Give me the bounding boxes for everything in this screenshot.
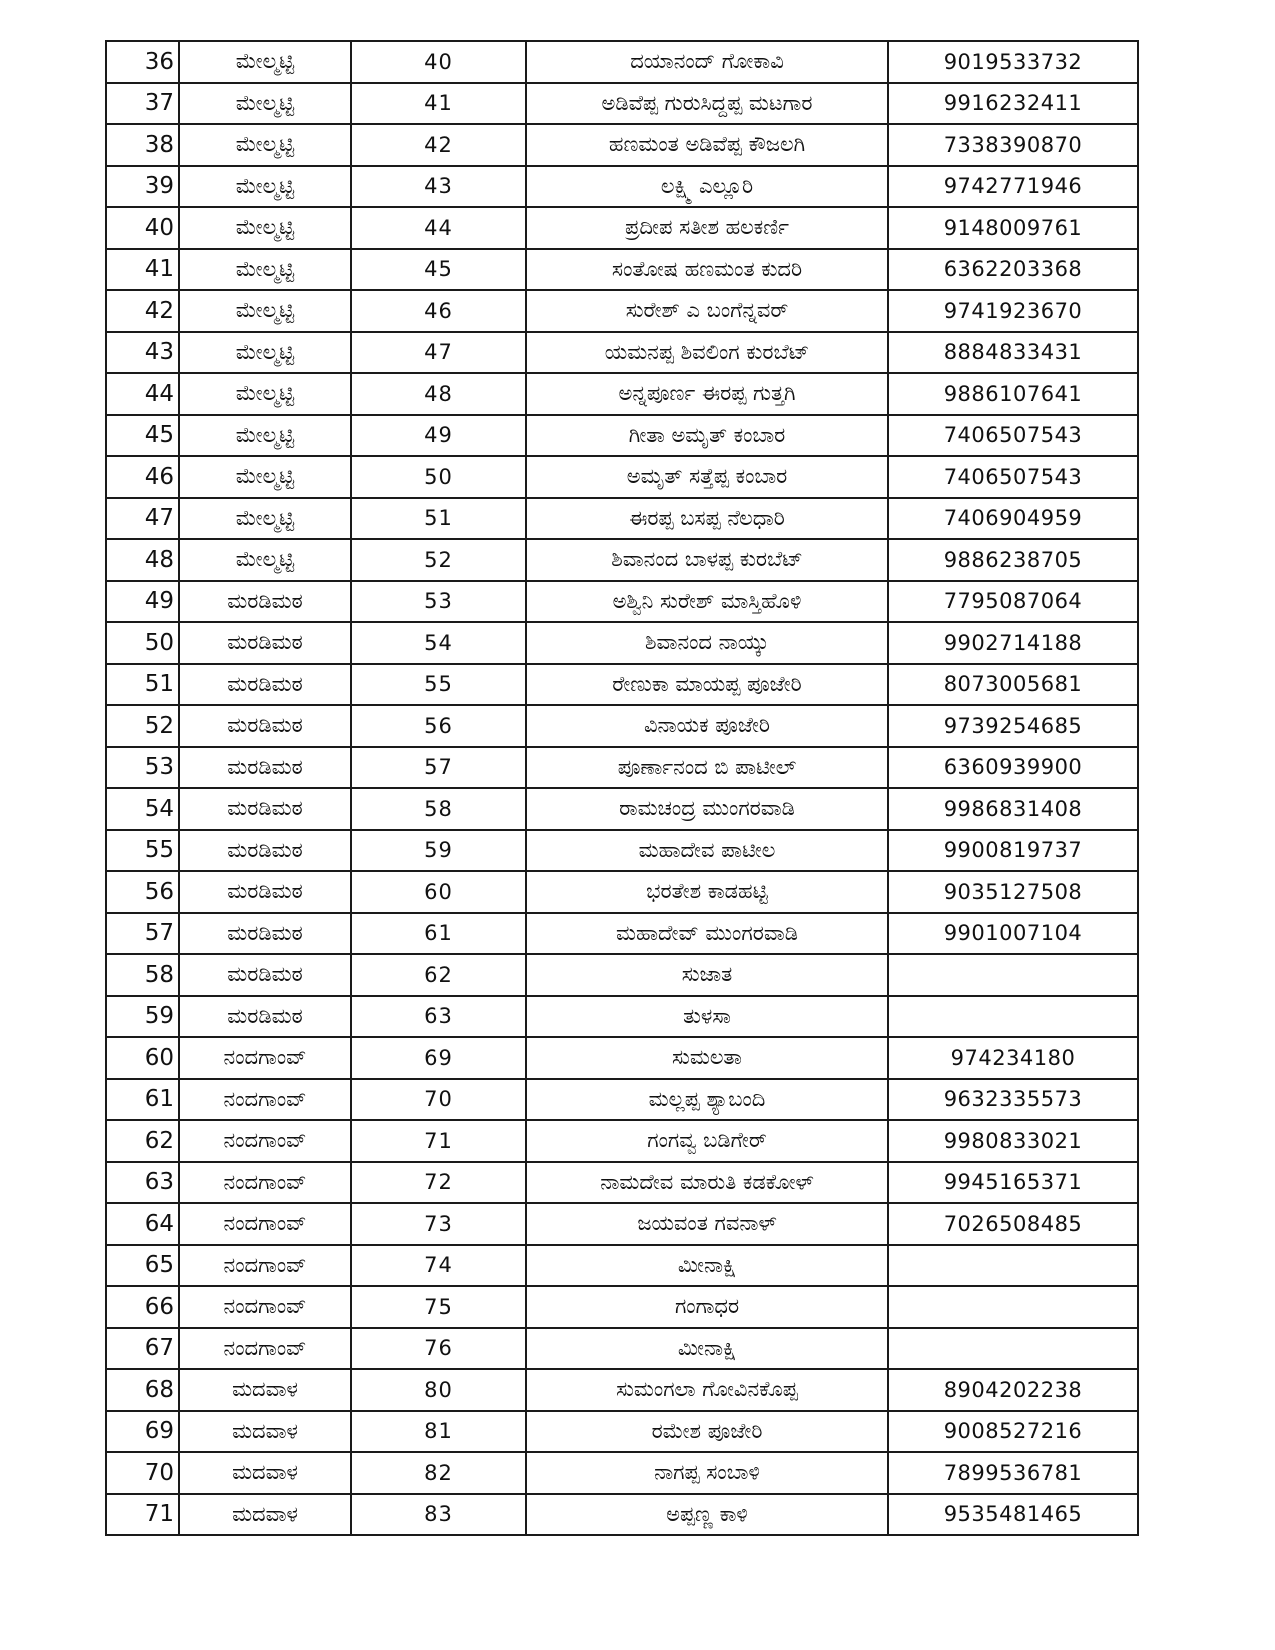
table-row — [106, 41, 1138, 83]
village-cell: ಮೇಲ್ಮಟ್ಟಿ — [179, 83, 351, 125]
table-row — [106, 747, 1138, 789]
serial-number-cell: 57 — [106, 913, 179, 955]
serial-number-cell: 49 — [106, 581, 179, 623]
village-cell: ಮರಡಿಮಠ — [179, 788, 351, 830]
village-cell: ಮೇಲ್ಮಟ್ಟಿ — [179, 456, 351, 498]
serial-number-cell: 36 — [106, 41, 179, 83]
serial-number-cell: 48 — [106, 539, 179, 581]
name-cell: ಸುಮಂಗಲಾ ಗೋವಿನಕೊಪ್ಪ — [526, 1369, 888, 1411]
booth-number-cell: 57 — [351, 747, 526, 789]
phone-number-cell: 9019533732 — [888, 41, 1138, 83]
phone-number-cell: 9886107641 — [888, 373, 1138, 415]
phone-number-cell: 9916232411 — [888, 83, 1138, 125]
booth-number-cell: 47 — [351, 332, 526, 374]
phone-number-cell: 8073005681 — [888, 664, 1138, 706]
phone-number-cell: 9945165371 — [888, 1162, 1138, 1204]
name-cell: ಮೀನಾಕ್ಷಿ — [526, 1245, 888, 1287]
name-cell: ಜಯವಂತ ಗವನಾಳ್ — [526, 1203, 888, 1245]
serial-number-cell: 69 — [106, 1411, 179, 1453]
village-cell: ಮದವಾಳ — [179, 1494, 351, 1536]
phone-number-cell: 9900819737 — [888, 830, 1138, 872]
table-row — [106, 290, 1138, 332]
name-cell: ಸುಜಾತ — [526, 954, 888, 996]
table-row — [106, 1079, 1138, 1121]
booth-number-cell: 56 — [351, 705, 526, 747]
serial-number-cell: 53 — [106, 747, 179, 789]
phone-number-cell — [888, 1328, 1138, 1370]
table-row — [106, 1286, 1138, 1328]
village-cell: ಮರಡಿಮಠ — [179, 705, 351, 747]
table-row — [106, 1452, 1138, 1494]
table-row — [106, 332, 1138, 374]
booth-number-cell: 60 — [351, 871, 526, 913]
phone-number-cell: 7026508485 — [888, 1203, 1138, 1245]
name-cell: ಲಕ್ಷ್ಮಿ ಎಲ್ಲೂರಿ — [526, 166, 888, 208]
table-row — [106, 415, 1138, 457]
booth-number-cell: 51 — [351, 498, 526, 540]
serial-number-cell: 63 — [106, 1162, 179, 1204]
booth-number-cell: 63 — [351, 996, 526, 1038]
name-cell: ಮಲ್ಲಪ್ಪ ಶ್ಯಾಬಂದಿ — [526, 1079, 888, 1121]
table-row — [106, 664, 1138, 706]
table-row — [106, 830, 1138, 872]
village-cell: ನಂದಗಾಂವ್ — [179, 1328, 351, 1370]
name-cell: ಅಡಿವೆಪ್ಪ ಗುರುಸಿದ್ದಪ್ಪ ಮಟಗಾರ — [526, 83, 888, 125]
table-row — [106, 1162, 1138, 1204]
phone-number-cell: 9739254685 — [888, 705, 1138, 747]
phone-number-cell: 974234180 — [888, 1037, 1138, 1079]
serial-number-cell: 51 — [106, 664, 179, 706]
phone-number-cell — [888, 996, 1138, 1038]
name-cell: ನಾಮದೇವ ಮಾರುತಿ ಕಡಕೋಳ್ — [526, 1162, 888, 1204]
village-cell: ಮರಡಿಮಠ — [179, 996, 351, 1038]
booth-number-cell: 40 — [351, 41, 526, 83]
table-row — [106, 1120, 1138, 1162]
village-cell: ಮೇಲ್ಮಟ್ಟಿ — [179, 124, 351, 166]
village-cell: ಮೇಲ್ಮಟ್ಟಿ — [179, 166, 351, 208]
phone-number-cell: 9886238705 — [888, 539, 1138, 581]
name-cell: ಅನ್ನಪೂರ್ಣ ಈರಪ್ಪ ಗುತ್ತಗಿ — [526, 373, 888, 415]
name-cell: ಈರಪ್ಪ ಬಸಪ್ಪ ನೆಲಧಾರಿ — [526, 498, 888, 540]
name-cell: ಸುರೇಶ್ ಎ ಬಂಗೆನ್ನವರ್ — [526, 290, 888, 332]
booth-number-cell: 72 — [351, 1162, 526, 1204]
serial-number-cell: 38 — [106, 124, 179, 166]
phone-number-cell — [888, 954, 1138, 996]
table-row — [106, 581, 1138, 623]
village-cell: ಮದವಾಳ — [179, 1369, 351, 1411]
table-row — [106, 498, 1138, 540]
booth-number-cell: 82 — [351, 1452, 526, 1494]
village-cell: ಮೇಲ್ಮಟ್ಟಿ — [179, 539, 351, 581]
table-row — [106, 1328, 1138, 1370]
serial-number-cell: 64 — [106, 1203, 179, 1245]
table-row — [106, 1245, 1138, 1287]
phone-number-cell — [888, 1245, 1138, 1287]
village-cell: ಮೇಲ್ಮಟ್ಟಿ — [179, 332, 351, 374]
table-row — [106, 124, 1138, 166]
booth-number-cell: 42 — [351, 124, 526, 166]
booth-number-cell: 73 — [351, 1203, 526, 1245]
booth-number-cell: 76 — [351, 1328, 526, 1370]
table-row — [106, 539, 1138, 581]
phone-number-cell: 7795087064 — [888, 581, 1138, 623]
village-cell: ಮರಡಿಮಠ — [179, 830, 351, 872]
table-row — [106, 996, 1138, 1038]
serial-number-cell: 67 — [106, 1328, 179, 1370]
phone-number-cell: 6360939900 — [888, 747, 1138, 789]
serial-number-cell: 44 — [106, 373, 179, 415]
booth-number-cell: 83 — [351, 1494, 526, 1536]
booth-number-cell: 59 — [351, 830, 526, 872]
village-cell: ನಂದಗಾಂವ್ — [179, 1203, 351, 1245]
phone-number-cell: 8884833431 — [888, 332, 1138, 374]
booth-number-cell: 49 — [351, 415, 526, 457]
village-cell: ಮೇಲ್ಮಟ್ಟಿ — [179, 41, 351, 83]
name-cell: ನಾಗಪ್ಪ ಸಂಬಾಳಿ — [526, 1452, 888, 1494]
booth-number-cell: 61 — [351, 913, 526, 955]
name-cell: ರಾಮಚಂದ್ರ ಮುಂಗರವಾಡಿ — [526, 788, 888, 830]
serial-number-cell: 40 — [106, 207, 179, 249]
booth-number-cell: 55 — [351, 664, 526, 706]
table-row — [106, 954, 1138, 996]
booth-number-cell: 53 — [351, 581, 526, 623]
phone-number-cell — [888, 1286, 1138, 1328]
booth-number-cell: 58 — [351, 788, 526, 830]
serial-number-cell: 43 — [106, 332, 179, 374]
phone-number-cell: 9742771946 — [888, 166, 1138, 208]
booth-number-cell: 80 — [351, 1369, 526, 1411]
table-row — [106, 373, 1138, 415]
serial-number-cell: 42 — [106, 290, 179, 332]
contact-table — [105, 40, 1139, 1536]
table-row — [106, 456, 1138, 498]
village-cell: ನಂದಗಾಂವ್ — [179, 1079, 351, 1121]
serial-number-cell: 68 — [106, 1369, 179, 1411]
booth-number-cell: 52 — [351, 539, 526, 581]
table-row — [106, 1369, 1138, 1411]
table-row — [106, 207, 1138, 249]
serial-number-cell: 70 — [106, 1452, 179, 1494]
phone-number-cell: 9901007104 — [888, 913, 1138, 955]
name-cell: ಪೂರ್ಣಾನಂದ ಬಿ ಪಾಟೀಲ್ — [526, 747, 888, 789]
table-row — [106, 705, 1138, 747]
name-cell: ಅಶ್ವಿನಿ ಸುರೇಶ್ ಮಾಸ್ತಿಹೊಳಿ — [526, 581, 888, 623]
table-row — [106, 1494, 1138, 1536]
name-cell: ಮಹಾದೇವ ಪಾಟೀಲ — [526, 830, 888, 872]
village-cell: ಮೇಲ್ಮಟ್ಟಿ — [179, 290, 351, 332]
village-cell: ಮರಡಿಮಠ — [179, 581, 351, 623]
village-cell: ನಂದಗಾಂವ್ — [179, 1286, 351, 1328]
table-row — [106, 788, 1138, 830]
phone-number-cell: 8904202238 — [888, 1369, 1138, 1411]
phone-number-cell: 9632335573 — [888, 1079, 1138, 1121]
booth-number-cell: 71 — [351, 1120, 526, 1162]
serial-number-cell: 45 — [106, 415, 179, 457]
name-cell: ಅಮೃತ್ ಸತ್ತೆಪ್ಪ ಕಂಬಾರ — [526, 456, 888, 498]
table-row — [106, 249, 1138, 291]
booth-number-cell: 45 — [351, 249, 526, 291]
village-cell: ಮರಡಿಮಠ — [179, 871, 351, 913]
village-cell: ಮದವಾಳ — [179, 1411, 351, 1453]
name-cell: ಮಹಾದೇವ್ ಮುಂಗರವಾಡಿ — [526, 913, 888, 955]
village-cell: ಮರಡಿಮಠ — [179, 954, 351, 996]
phone-number-cell: 9535481465 — [888, 1494, 1138, 1536]
booth-number-cell: 81 — [351, 1411, 526, 1453]
name-cell: ಸುಮಲತಾ — [526, 1037, 888, 1079]
name-cell: ಸಂತೋಷ ಹಣಮಂತ ಕುದರಿ — [526, 249, 888, 291]
phone-number-cell: 9986831408 — [888, 788, 1138, 830]
village-cell: ಮರಡಿಮಠ — [179, 747, 351, 789]
booth-number-cell: 62 — [351, 954, 526, 996]
table-row — [106, 622, 1138, 664]
serial-number-cell: 54 — [106, 788, 179, 830]
serial-number-cell: 46 — [106, 456, 179, 498]
serial-number-cell: 65 — [106, 1245, 179, 1287]
serial-number-cell: 56 — [106, 871, 179, 913]
booth-number-cell: 46 — [351, 290, 526, 332]
name-cell: ಪ್ರದೀಪ ಸತೀಶ ಹಲಕರ್ಣಿ — [526, 207, 888, 249]
village-cell: ಮರಡಿಮಠ — [179, 913, 351, 955]
booth-number-cell: 41 — [351, 83, 526, 125]
name-cell: ರಮೇಶ ಪೂಜೇರಿ — [526, 1411, 888, 1453]
name-cell: ರೇಣುಕಾ ಮಾಯಪ್ಪ ಪೂಜೇರಿ — [526, 664, 888, 706]
name-cell: ಗೀತಾ ಅಮೃತ್ ಕಂಬಾರ — [526, 415, 888, 457]
name-cell: ಗಂಗಾಧರ — [526, 1286, 888, 1328]
serial-number-cell: 47 — [106, 498, 179, 540]
booth-number-cell: 50 — [351, 456, 526, 498]
name-cell: ತುಳಸಾ — [526, 996, 888, 1038]
booth-number-cell: 70 — [351, 1079, 526, 1121]
table-row — [106, 1411, 1138, 1453]
serial-number-cell: 71 — [106, 1494, 179, 1536]
village-cell: ಮೇಲ್ಮಟ್ಟಿ — [179, 373, 351, 415]
name-cell: ಮೀನಾಕ್ಷಿ — [526, 1328, 888, 1370]
phone-number-cell: 9902714188 — [888, 622, 1138, 664]
village-cell: ಮೇಲ್ಮಟ್ಟಿ — [179, 249, 351, 291]
serial-number-cell: 61 — [106, 1079, 179, 1121]
table-row — [106, 83, 1138, 125]
booth-number-cell: 44 — [351, 207, 526, 249]
name-cell: ಗಂಗವ್ವ ಬಡಿಗೇರ್ — [526, 1120, 888, 1162]
name-cell: ಶಿವಾನಂದ ಬಾಳಪ್ಪ ಕುರಬೆಟ್ — [526, 539, 888, 581]
phone-number-cell: 9980833021 — [888, 1120, 1138, 1162]
phone-number-cell: 9008527216 — [888, 1411, 1138, 1453]
name-cell: ಅಪ್ಪಣ್ಣ ಕಾಳಿ — [526, 1494, 888, 1536]
table-body — [106, 41, 1138, 1535]
phone-number-cell: 9035127508 — [888, 871, 1138, 913]
phone-number-cell: 7406507543 — [888, 415, 1138, 457]
phone-number-cell: 9148009761 — [888, 207, 1138, 249]
village-cell: ನಂದಗಾಂವ್ — [179, 1162, 351, 1204]
phone-number-cell: 6362203368 — [888, 249, 1138, 291]
name-cell: ಭರತೇಶ ಕಾಡಹಟ್ಟಿ — [526, 871, 888, 913]
table-row — [106, 871, 1138, 913]
phone-number-cell: 7899536781 — [888, 1452, 1138, 1494]
booth-number-cell: 69 — [351, 1037, 526, 1079]
village-cell: ಮರಡಿಮಠ — [179, 664, 351, 706]
booth-number-cell: 75 — [351, 1286, 526, 1328]
village-cell: ನಂದಗಾಂವ್ — [179, 1120, 351, 1162]
village-cell: ಮೇಲ್ಮಟ್ಟಿ — [179, 415, 351, 457]
phone-number-cell: 7406507543 — [888, 456, 1138, 498]
serial-number-cell: 37 — [106, 83, 179, 125]
village-cell: ಮರಡಿಮಠ — [179, 622, 351, 664]
table-row — [106, 1203, 1138, 1245]
phone-number-cell: 9741923670 — [888, 290, 1138, 332]
table-row — [106, 166, 1138, 208]
serial-number-cell: 60 — [106, 1037, 179, 1079]
serial-number-cell: 52 — [106, 705, 179, 747]
booth-number-cell: 43 — [351, 166, 526, 208]
serial-number-cell: 66 — [106, 1286, 179, 1328]
table-row — [106, 1037, 1138, 1079]
name-cell: ಹಣಮಂತ ಅಡಿವೆಪ್ಪ ಕೌಜಲಗಿ — [526, 124, 888, 166]
serial-number-cell: 62 — [106, 1120, 179, 1162]
village-cell: ಮೇಲ್ಮಟ್ಟಿ — [179, 207, 351, 249]
serial-number-cell: 55 — [106, 830, 179, 872]
village-cell: ನಂದಗಾಂವ್ — [179, 1245, 351, 1287]
village-cell: ಮೇಲ್ಮಟ್ಟಿ — [179, 498, 351, 540]
serial-number-cell: 39 — [106, 166, 179, 208]
serial-number-cell: 58 — [106, 954, 179, 996]
booth-number-cell: 54 — [351, 622, 526, 664]
name-cell: ದಯಾನಂದ್ ಗೋಕಾವಿ — [526, 41, 888, 83]
serial-number-cell: 41 — [106, 249, 179, 291]
name-cell: ಯಮನಪ್ಪ ಶಿವಲಿಂಗ ಕುರಬೆಟ್ — [526, 332, 888, 374]
serial-number-cell: 59 — [106, 996, 179, 1038]
serial-number-cell: 50 — [106, 622, 179, 664]
booth-number-cell: 74 — [351, 1245, 526, 1287]
name-cell: ಶಿವಾನಂದ ನಾಯ್ಕು — [526, 622, 888, 664]
village-cell: ಮದವಾಳ — [179, 1452, 351, 1494]
booth-number-cell: 48 — [351, 373, 526, 415]
phone-number-cell: 7406904959 — [888, 498, 1138, 540]
phone-number-cell: 7338390870 — [888, 124, 1138, 166]
village-cell: ನಂದಗಾಂವ್ — [179, 1037, 351, 1079]
name-cell: ವಿನಾಯಕ ಪೂಜೇರಿ — [526, 705, 888, 747]
table-row — [106, 913, 1138, 955]
